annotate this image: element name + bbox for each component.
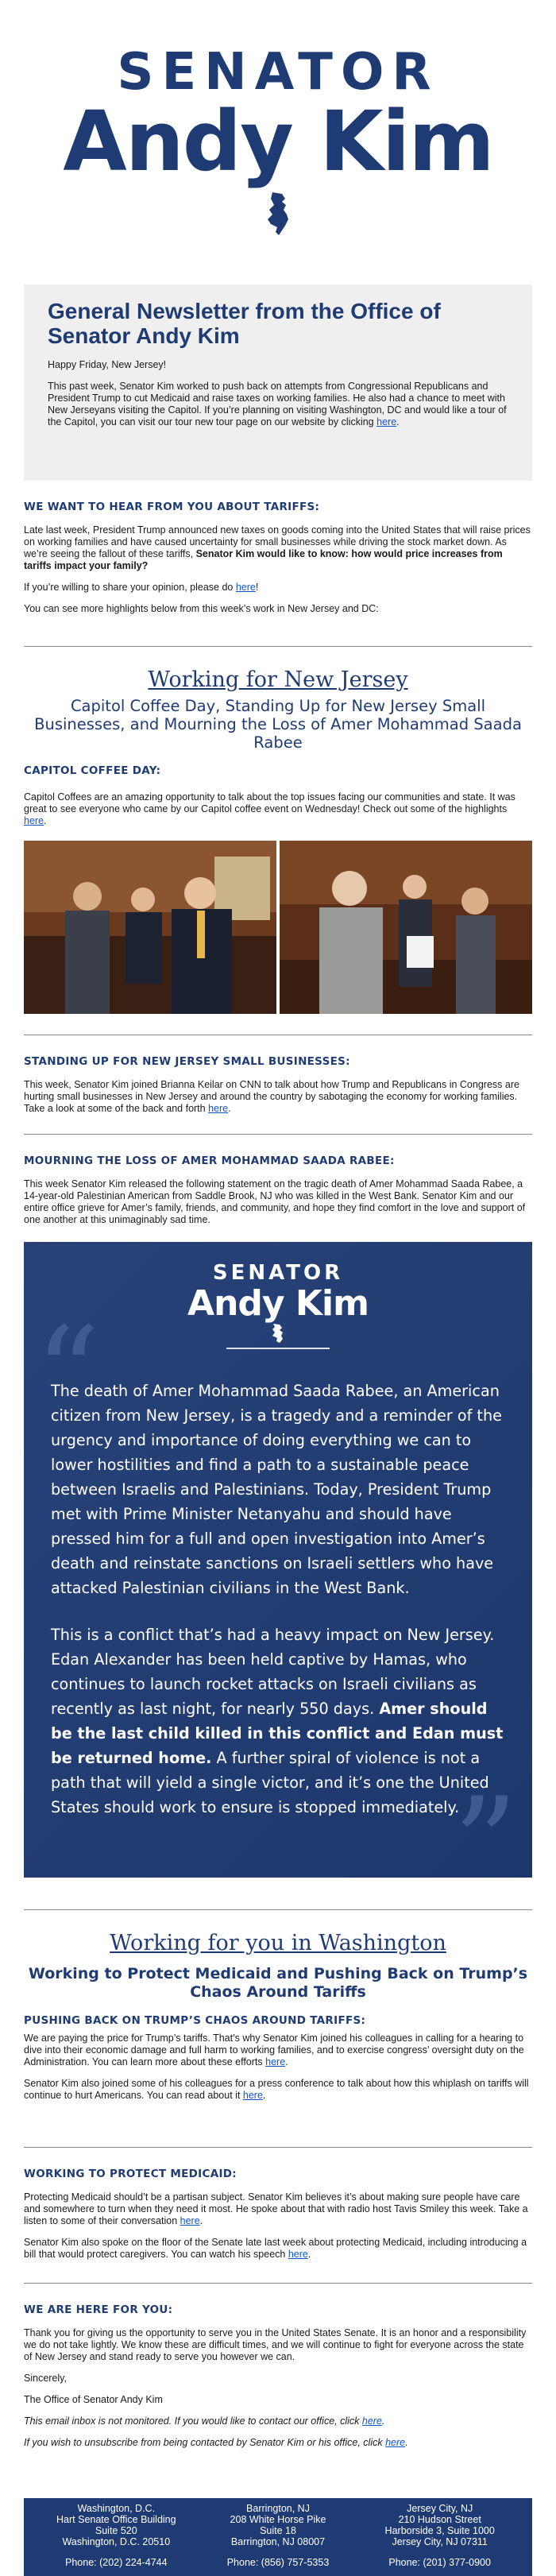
cnn-interview-link[interactable]: here <box>208 1103 229 1114</box>
nj-section <box>24 647 532 791</box>
office-phone: Phone: (201) 377-0900 <box>388 2557 491 2568</box>
office-city: Washington, D.C. <box>77 2503 156 2514</box>
hearing-efforts-link[interactable]: here <box>265 2056 286 2067</box>
unsubscribe-note: If you wish to unsubscribe from being contacted by Senator Kim or his office, click here. <box>24 2437 408 2448</box>
intro-box <box>24 284 532 481</box>
medicaid-paragraph-2: Senator Kim also spoke on the floor of the Senate late last week about protecting Medicaid, including introducing a bill that would protect caregivers. You can watch his speech here. <box>24 2237 527 2260</box>
chaos-heading: PUSHING BACK ON TRUMP’S CHAOS AROUND TARIFFS: <box>24 2014 366 2027</box>
statement-logo-senator: SENATOR <box>212 1261 344 1285</box>
coffee-photo-1 <box>24 841 276 1014</box>
mourning-paragraph: This week Senator Kim released the following statement on the tragic death of Amer Mohammad Saada Rabee, a 14-year-old Palestinian American from Saddle Brook, NJ who was killed in the West Bank. Senator Kim and our entire office grieve for Amer’s family, friends, and community, and hope they find comfort in the love and support of one another at this unimaginably sad time. <box>24 1178 526 1225</box>
office-address-line: Jersey City, NJ 07311 <box>392 2536 488 2547</box>
signoff-text: The Office of Senator Andy Kim <box>24 2394 163 2405</box>
closing-section <box>24 2284 532 2498</box>
small-business-section <box>24 1035 532 1134</box>
office-footer <box>24 2498 532 2576</box>
radio-conversation-link[interactable]: here <box>180 2215 200 2226</box>
share-opinion-paragraph: If you’re willing to share your opinion, please do here! <box>24 582 259 593</box>
small-business-paragraph: This week, Senator Kim joined Brianna Keilar on CNN to talk about how Trump and Republicans in Congress are hurting small businesses in New Jersey and around the country by sabotaging the economy for working families. Take a look at some of the back and forth here. <box>24 1079 519 1114</box>
office-phone: Phone: (202) 224-4744 <box>65 2557 168 2568</box>
coffee-photos <box>24 841 532 1035</box>
spacer <box>24 1878 532 1909</box>
nj-section-title: Working for New Jersey <box>148 667 408 692</box>
press-conference-link[interactable]: here <box>242 2090 263 2101</box>
tariffs-heading: WE WANT TO HEAR FROM YOU ABOUT TARIFFS: <box>24 501 320 513</box>
contact-office-link[interactable]: here <box>361 2415 382 2427</box>
office-dc <box>37 2503 196 2571</box>
highlights-paragraph: You can see more highlights below from this week’s work in New Jersey and DC: <box>24 603 379 614</box>
senator-logo <box>24 0 532 284</box>
nj-section-subtitle: Capitol Coffee Day, Standing Up for New Jersey Small Businesses, and Mourning the Loss of Amer Mohammad Saada Rabee <box>34 697 522 752</box>
chaos-paragraph-1: We are paying the price for Trump’s tariffs. That’s why Senator Kim joined his colleagues in calling for a hearing to dive into their economic damage and full harm to working families, and to exercise congress’ oversight duty on the Administration. You can learn more about these efforts here. <box>24 2033 524 2067</box>
office-address-line: 208 White Horse Pike <box>230 2514 326 2525</box>
coffee-paragraph: Capitol Coffees are an amazing opportunity to talk about the top issues facing our communities and state. It was great to see everyone who came by our Capitol coffee event on Wednesday! Check out some of the highlights here. <box>24 791 515 826</box>
tariffs-section <box>24 481 532 646</box>
office-address-line: Washington, D.C. 20510 <box>62 2536 171 2547</box>
intro-paragraph: This past week, Senator Kim worked to push back on attempts from Congressional Republicans and President Trump to cut Medicaid and raise taxes on working families. He also had a chance to meet with New Jerseyans visiting the Capitol. If you’re planning on visiting Washington, DC and would like a tour of the Capitol, you can visit our tour new tour page on our website by clicking here. <box>48 381 507 427</box>
newsletter <box>24 0 532 2576</box>
logo-name-text: Andy Kim <box>63 93 493 190</box>
contact-note: This email inbox is not monitored. If you would like to contact our office, click here. <box>24 2415 385 2427</box>
open-quote-icon: “ <box>35 1299 100 1448</box>
logo-senator-text: SENATOR <box>117 43 439 102</box>
statement-logo-name: Andy Kim <box>187 1283 369 1324</box>
statement-logo <box>24 1242 532 1349</box>
statement-body <box>51 1379 505 1842</box>
medicaid-paragraph-1: Protecting Medicaid should’t be a partisan subject. Senator Kim believes it’s about making sure people have care and somewhere to turn when they need it most. He spoke about that with radio host Tavis Smiley this week. Take a listen to some of their conversation here. <box>24 2191 528 2226</box>
office-barrington <box>199 2503 358 2571</box>
office-address-line: Barrington, NJ 08007 <box>230 2536 326 2547</box>
share-opinion-link[interactable]: here <box>235 582 256 593</box>
newsletter-title: General Newsletter from the Office of Senator Andy Kim <box>48 299 441 348</box>
sincerely-text: Sincerely, <box>24 2373 67 2384</box>
office-address-line: Harborside 3, Suite 1000 <box>384 2525 495 2536</box>
coffee-heading: CAPITOL COFFEE DAY: <box>24 764 161 777</box>
office-address-line: Hart Senate Office Building <box>56 2514 176 2525</box>
office-address-line: Suite 520 <box>95 2525 137 2536</box>
statement-paragraph-1: The death of Amer Mohammad Saada Rabee, an American citizen from New Jersey, is a tragedy and a reminder of the urgency and importance of doing everything we can to lower hostilities and find a path to a sustainable peace between Israelis and Palestinians. Today, President Trump met with Prime Minister Netanyahu and should have pressed him for a full and open investigation into Amer’s death and reinstate sanctions on Israeli settlers who have attacked Palestinian civilians in the West Bank. <box>51 1382 502 1597</box>
closing-heading: WE ARE HERE FOR YOU: <box>24 2303 173 2316</box>
senate-speech-link[interactable]: here <box>288 2249 308 2260</box>
coffee-photo-2 <box>280 841 532 1014</box>
statement-logo-divider <box>226 1348 330 1349</box>
mourning-heading: MOURNING THE LOSS OF AMER MOHAMMAD SAADA RABEE: <box>24 1155 395 1167</box>
office-phone: Phone: (856) 757-5353 <box>226 2557 330 2568</box>
unsubscribe-link[interactable]: here <box>385 2437 406 2448</box>
statement-paragraph-2: This is a conflict that’s had a heavy impact on New Jersey. Edan Alexander has been held captive by Hamas, who continues to launch rocket attacks on Israeli civilians as recently as last night, for nearly 550 days. Amer should be the last child killed in this conflict and Edan must be returned home. A further spiral of violence is not a path that will yield a single victor, and it’s one the United States should work to ensure is stopped immediately. <box>51 1626 504 1816</box>
chaos-paragraph-2: Senator Kim also joined some of his colleagues for a press conference to talk about how this whiplash on tariffs will continue to hurt Americans. You can read about it here. <box>24 2078 529 2101</box>
office-jersey-city <box>360 2503 519 2571</box>
closing-paragraph: Thank you for giving us the opportunity to serve you in the United States Senate. It is an honor and a responsibility we do not take lightly. We know these are difficult times, and we will continue to fight for everyone across the state of New Jersey and stand ready to serve you however we can. <box>24 2327 527 2362</box>
office-city: Jersey City, NJ <box>407 2503 473 2514</box>
new-jersey-map-icon <box>24 191 532 241</box>
dc-section <box>24 1910 532 2033</box>
tariffs-paragraph: Late last week, President Trump announced new taxes on goods coming into the United States that will raise prices on working families and have caused uncertainty for small businesses while driving the stock market down. As we’re seeing the fallout of these tariffs, Senator Kim would like to know: how would price increases from tariffs impact your family? <box>24 524 531 571</box>
close-quote-icon: ” <box>453 1770 518 1878</box>
dc-section-title: Working for you in Washington <box>110 1931 446 1955</box>
dc-section-subtitle: Working to Protect Medicaid and Pushing Back on Trump’s Chaos Around Tariffs <box>28 1965 528 2001</box>
medicaid-section <box>24 2148 532 2283</box>
greeting: Happy Friday, New Jersey! <box>48 359 167 370</box>
statement-nj-icon <box>268 1323 288 1344</box>
coffee-section <box>24 791 532 841</box>
small-business-heading: STANDING UP FOR NEW JERSEY SMALL BUSINESSES: <box>24 1055 350 1068</box>
tour-page-link[interactable]: here <box>376 416 397 427</box>
statement-graphic <box>24 1242 532 1878</box>
office-address-line: Suite 18 <box>260 2525 296 2536</box>
medicaid-heading: WORKING TO PROTECT MEDICAID: <box>24 2168 237 2180</box>
chaos-section <box>24 2033 532 2147</box>
office-city: Barrington, NJ <box>246 2503 310 2514</box>
coffee-highlights-link[interactable]: here <box>24 815 44 826</box>
mourning-section <box>24 1135 532 1242</box>
office-address-line: 210 Hudson Street <box>398 2514 481 2525</box>
